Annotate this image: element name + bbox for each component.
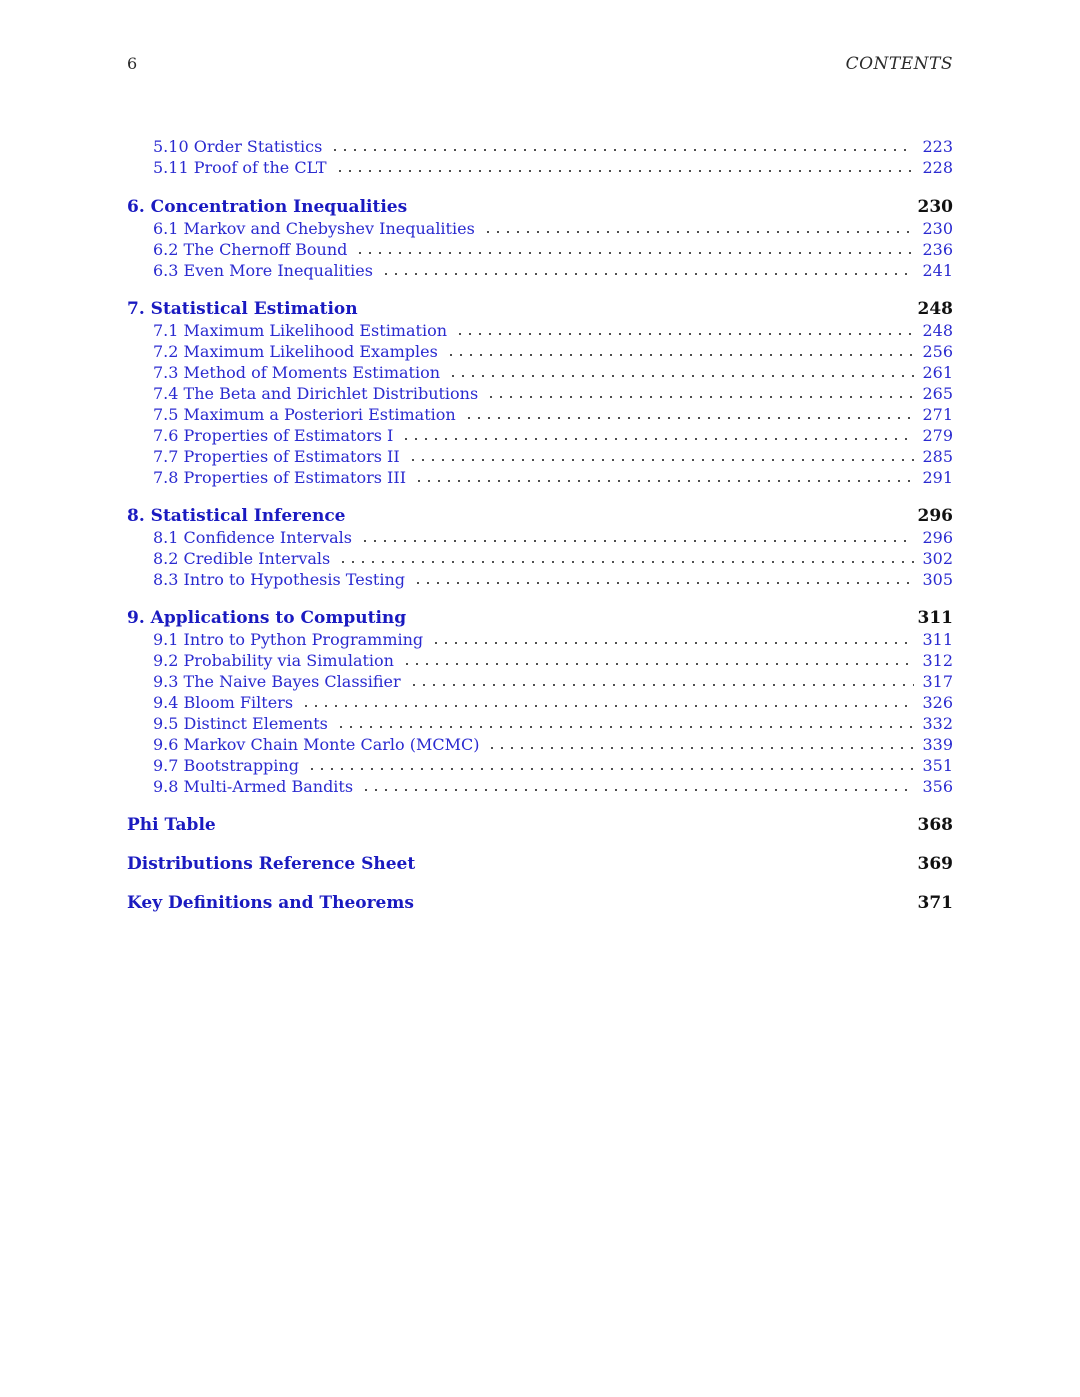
section-page-number[interactable]: 228 (922, 158, 953, 177)
section-title-link[interactable]: 9.7 Bootstrapping (153, 756, 299, 775)
toc-entry[interactable] (127, 320, 953, 341)
dot-leader (431, 642, 914, 644)
spacer (127, 488, 953, 505)
chapter-title-link[interactable]: 6. Concentration Inequalities (127, 197, 408, 217)
section-title-link[interactable]: 8.1 Confidence Intervals (153, 528, 352, 547)
section-title-link[interactable]: 9.2 Probability via Simulation (153, 651, 394, 670)
section-page-number[interactable]: 265 (922, 384, 953, 403)
chapter-page-number[interactable]: 248 (917, 299, 953, 319)
section-page-number[interactable]: 223 (922, 137, 953, 156)
dot-leader (307, 768, 914, 770)
section-title-link[interactable]: 7.5 Maximum a Posteriori Estimation (153, 405, 456, 424)
toc-entry[interactable] (127, 157, 953, 178)
toc-chapter[interactable] (127, 814, 953, 836)
section-title-link[interactable]: 6.3 Even More Inequalities (153, 261, 373, 280)
dot-leader (401, 438, 914, 440)
dot-leader (336, 726, 915, 728)
toc-entry[interactable] (127, 218, 953, 239)
spacer (127, 875, 953, 892)
section-page-number[interactable]: 241 (922, 261, 953, 280)
section-title-link[interactable]: 9.4 Bloom Filters (153, 693, 294, 712)
chapter-title-link[interactable]: Phi Table (127, 815, 216, 835)
toc-entry[interactable] (127, 383, 953, 404)
dot-leader (446, 354, 915, 356)
chapter-title-link[interactable]: 7. Statistical Estimation (127, 299, 358, 319)
dot-leader (448, 375, 914, 377)
dot-leader (464, 417, 915, 419)
section-title-link[interactable]: 9.5 Distinct Elements (153, 714, 328, 733)
section-page-number[interactable]: 236 (922, 240, 953, 259)
section-page-number[interactable]: 312 (922, 651, 953, 670)
section-title-link[interactable]: 7.4 The Beta and Dirichlet Distributions (153, 384, 479, 403)
toc-entry[interactable] (127, 446, 953, 467)
toc-chapter[interactable] (127, 505, 953, 527)
toc-entry[interactable] (127, 713, 953, 734)
section-title-link[interactable]: 9.1 Intro to Python Programming (153, 630, 424, 649)
section-title-link[interactable]: 7.6 Properties of Estimators I (153, 426, 394, 445)
section-title-link[interactable]: 9.3 The Naive Bayes Classifier (153, 672, 401, 691)
dot-leader (301, 705, 914, 707)
section-page-number[interactable]: 302 (922, 549, 953, 568)
section-title-link[interactable]: 7.1 Maximum Likelihood Estimation (153, 321, 447, 340)
toc-entry[interactable] (127, 260, 953, 281)
section-page-number[interactable]: 311 (922, 630, 953, 649)
toc-chapter[interactable] (127, 892, 953, 914)
chapter-page-number[interactable]: 230 (917, 197, 953, 217)
dot-leader (335, 170, 915, 172)
dot-leader (409, 684, 915, 686)
section-page-number[interactable]: 285 (922, 447, 953, 466)
toc-entry[interactable] (127, 650, 953, 671)
chapter-page-number[interactable]: 296 (917, 506, 953, 526)
toc-entry[interactable] (127, 239, 953, 260)
section-title-link[interactable]: 7.7 Properties of Estimators II (153, 447, 400, 466)
section-page-number[interactable]: 279 (922, 426, 953, 445)
toc-entry[interactable] (127, 425, 953, 446)
section-page-number[interactable]: 356 (922, 777, 953, 796)
section-page-number[interactable]: 291 (922, 468, 953, 487)
section-page-number[interactable]: 326 (922, 693, 953, 712)
chapter-page-number[interactable]: 368 (917, 815, 953, 835)
dot-leader (361, 789, 914, 791)
section-title-link[interactable]: 7.2 Maximum Likelihood Examples (153, 342, 438, 361)
toc-entry[interactable] (127, 692, 953, 713)
toc-entry[interactable] (127, 629, 953, 650)
section-title-link[interactable]: 9.6 Markov Chain Monte Carlo (MCMC) (153, 735, 480, 754)
toc-entry[interactable] (127, 548, 953, 569)
dot-leader (338, 561, 914, 563)
spacer (127, 836, 953, 853)
section-title-link[interactable]: 6.2 The Chernoff Bound (153, 240, 348, 259)
toc-entry[interactable] (127, 734, 953, 755)
section-title-link[interactable]: 7.8 Properties of Estimators III (153, 468, 407, 487)
toc-entry[interactable] (127, 671, 953, 692)
table-of-contents (127, 136, 953, 914)
section-page-number[interactable]: 256 (922, 342, 953, 361)
toc-entry[interactable] (127, 569, 953, 590)
toc-chapter[interactable] (127, 607, 953, 629)
section-title-link[interactable]: 5.10 Order Statistics (153, 137, 323, 156)
dot-leader (408, 459, 915, 461)
chapter-title-link[interactable]: Distributions Reference Sheet (127, 854, 416, 874)
dot-leader (455, 333, 914, 335)
section-page-number[interactable]: 351 (922, 756, 953, 775)
dot-leader (402, 663, 914, 665)
toc-chapter[interactable] (127, 853, 953, 875)
toc-entry[interactable] (127, 527, 953, 548)
page-number: 6 (127, 54, 138, 73)
dot-leader (414, 480, 914, 482)
chapter-title-link[interactable]: 9. Applications to Computing (127, 608, 407, 628)
toc-entry[interactable] (127, 341, 953, 362)
section-page-number[interactable]: 271 (922, 405, 953, 424)
running-head: CONTENTS (845, 54, 953, 74)
section-page-number[interactable]: 248 (922, 321, 953, 340)
section-title-link[interactable]: 8.3 Intro to Hypothesis Testing (153, 570, 405, 589)
section-title-link[interactable]: 9.8 Multi-Armed Bandits (153, 777, 354, 796)
section-page-number[interactable]: 305 (922, 570, 953, 589)
section-page-number[interactable]: 261 (922, 363, 953, 382)
chapter-page-number[interactable]: 311 (917, 608, 953, 628)
section-title-link[interactable]: 7.3 Method of Moments Estimation (153, 363, 441, 382)
spacer (127, 590, 953, 607)
dot-leader (487, 747, 914, 749)
section-title-link[interactable]: 6.1 Markov and Chebyshev Inequalities (153, 219, 475, 238)
toc-entry[interactable] (127, 467, 953, 488)
section-title-link[interactable]: 8.2 Credible Intervals (153, 549, 331, 568)
toc-entry[interactable] (127, 136, 953, 157)
spacer (127, 281, 953, 298)
section-page-number[interactable]: 332 (922, 714, 953, 733)
toc-entry[interactable] (127, 404, 953, 425)
dot-leader (355, 252, 914, 254)
section-page-number[interactable]: 230 (922, 219, 953, 238)
dot-leader (360, 540, 914, 542)
page-header (127, 54, 953, 78)
section-page-number[interactable]: 296 (922, 528, 953, 547)
chapter-page-number[interactable]: 371 (917, 893, 953, 913)
chapter-page-number[interactable]: 369 (917, 854, 953, 874)
chapter-title-link[interactable]: Key Definitions and Theorems (127, 893, 414, 913)
section-page-number[interactable]: 339 (922, 735, 953, 754)
toc-entry[interactable] (127, 755, 953, 776)
dot-leader (486, 396, 914, 398)
toc-entry[interactable] (127, 776, 953, 797)
dot-leader (381, 273, 914, 275)
section-page-number[interactable]: 317 (922, 672, 953, 691)
toc-chapter[interactable] (127, 196, 953, 218)
spacer (127, 178, 953, 196)
spacer (127, 797, 953, 814)
dot-leader (413, 582, 914, 584)
section-title-link[interactable]: 5.11 Proof of the CLT (153, 158, 327, 177)
chapter-title-link[interactable]: 8. Statistical Inference (127, 506, 346, 526)
dot-leader (483, 231, 915, 233)
dot-leader (330, 149, 914, 151)
toc-entry[interactable] (127, 362, 953, 383)
toc-chapter[interactable] (127, 298, 953, 320)
